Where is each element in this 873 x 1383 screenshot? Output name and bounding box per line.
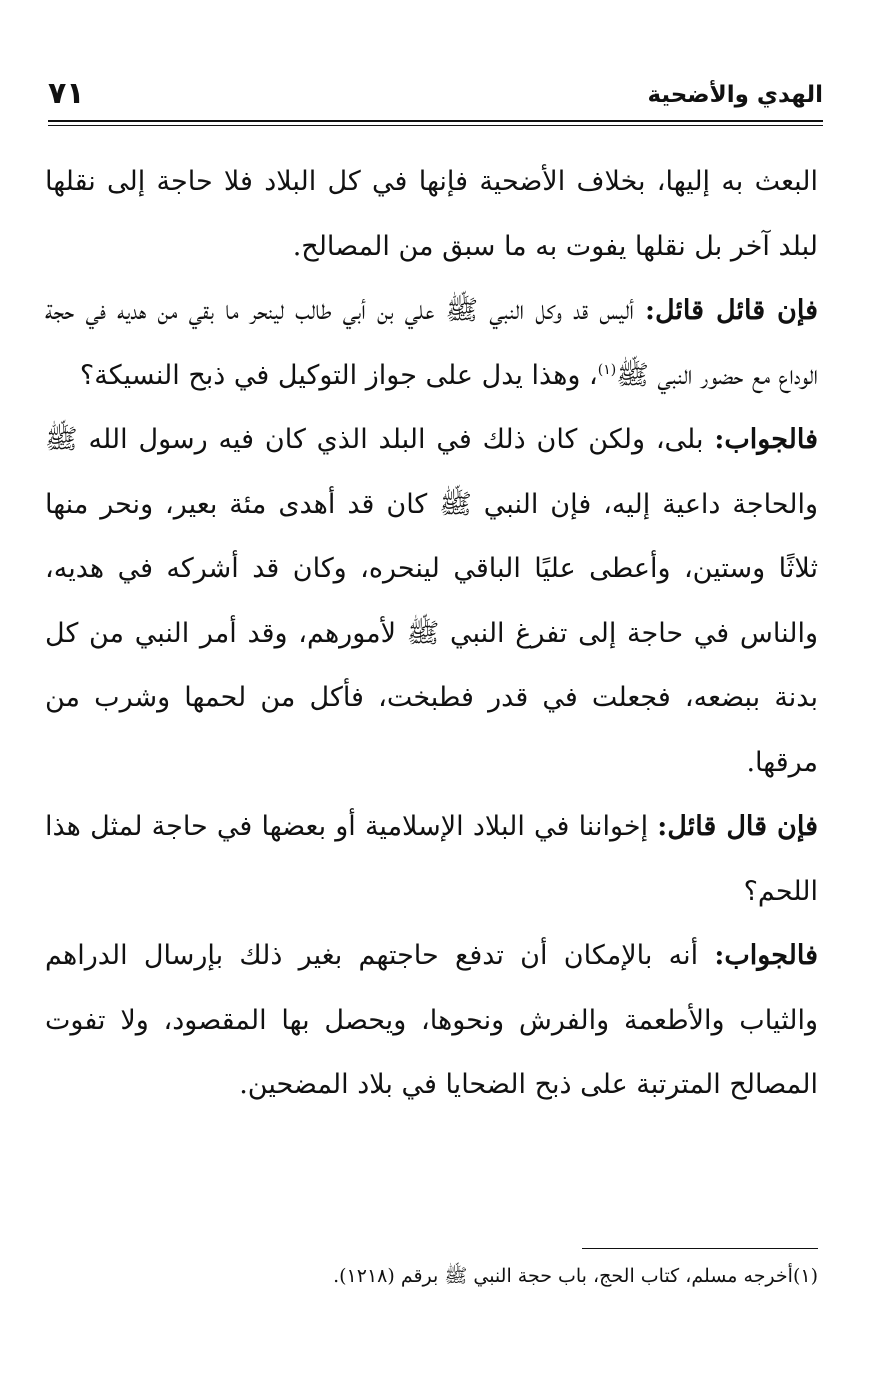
paragraph-text-continued: ، وهذا يدل على جواز التوكيل في ذبح النسيكة؟ bbox=[79, 359, 598, 391]
running-title: الهدي والأضحية bbox=[647, 82, 823, 108]
paragraph-2 bbox=[45, 279, 818, 408]
paragraph-5 bbox=[45, 924, 818, 1118]
paragraph-lead: فالجواب: bbox=[714, 940, 818, 971]
paragraph-1 bbox=[45, 150, 818, 279]
paragraph-text: إخواننا في البلاد الإسلامية أو بعضها في حاجة لمثل هذا اللحم؟ bbox=[45, 811, 818, 907]
footnote-reference[interactable]: (١) bbox=[597, 361, 617, 378]
paragraph-4 bbox=[45, 795, 818, 924]
page-number: ٧١ bbox=[48, 76, 85, 111]
paragraph-text: أليس قد وكل النبي ﷺ علي بن أبي طالب لينحر ما بقي من هديه في حجة الوداع مع حضور النبي ﷺ bbox=[45, 295, 818, 391]
footnote: (١)أخرجه مسلم، كتاب الحج، باب حجة النبي ﷺ برقم (١٢١٨). bbox=[333, 1265, 818, 1287]
paragraph-text: البعث به إليها، بخلاف الأضحية فإنها في كل البلاد فلا حاجة إلى نقلها لبلد آخر بل نقلها يفوت به ما سبق من المصالح. bbox=[45, 166, 818, 262]
paragraph-lead: فالجواب: bbox=[714, 424, 818, 455]
paragraph-text: بلى، ولكن كان ذلك في البلد الذي كان فيه رسول الله ﷺ والحاجة داعية إليه، فإن النبي ﷺ كان قد أهدى مئة بعير، ونحر منها ثلاثًا وستين، وأعطى عليًا الباقي لينحره، وكان قد أشركه في هديه، والناس في حاجة إلى تفرغ النبي ﷺ لأمورهم، وقد أمر النبي من كل بدنة ببضعه، فجعلت في قدر فطبخت، فأكل من لحمها وشرب من مرقها. bbox=[45, 424, 818, 778]
paragraph-text: أنه بالإمكان أن تدفع حاجتهم بغير ذلك بإرسال الدراهم والثياب والأطعمة والفرش ونحوها، ويحصل بها المقصود، ولا تفوت المصالح المترتبة على ذبح الضحايا في بلاد المضحين. bbox=[45, 940, 818, 1100]
paragraph-3 bbox=[45, 408, 818, 795]
footnote-divider bbox=[582, 1248, 818, 1249]
paragraph-lead: فإن قائل قائل: bbox=[645, 295, 818, 326]
header-divider bbox=[48, 120, 823, 126]
paragraph-lead: فإن قال قائل: bbox=[657, 811, 819, 842]
main-text bbox=[45, 150, 818, 1118]
page-header bbox=[48, 76, 823, 120]
